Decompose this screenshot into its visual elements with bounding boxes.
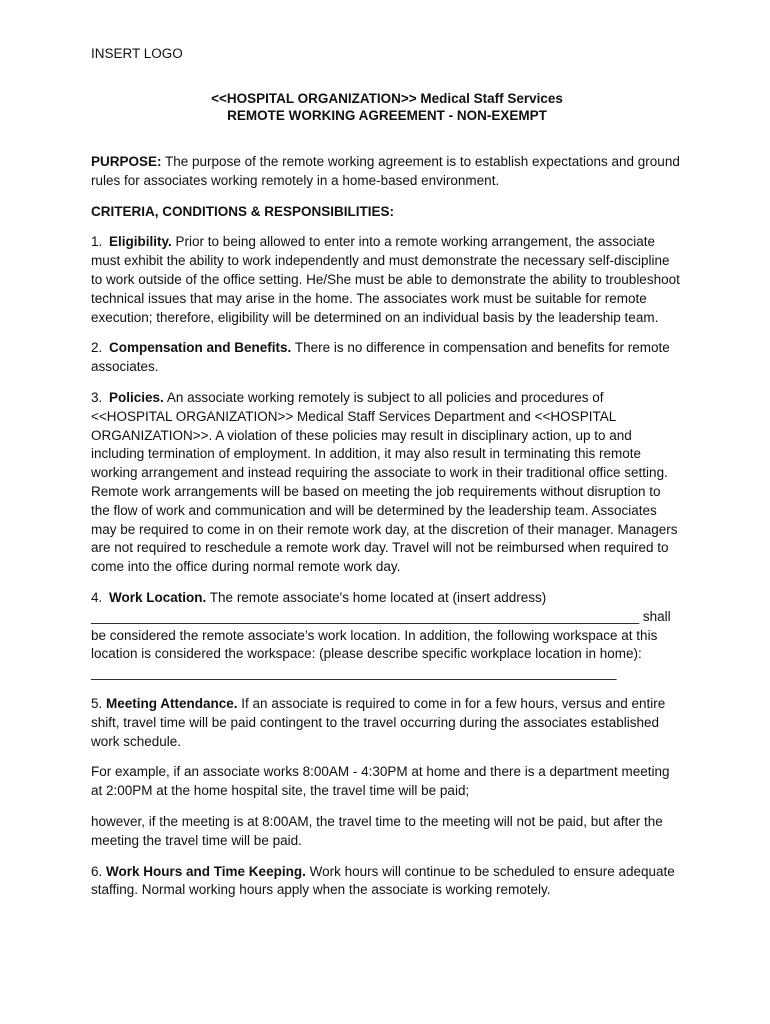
- section-eligibility: [91, 233, 683, 327]
- document-page: [91, 44, 683, 912]
- purpose-label: PURPOSE:: [91, 154, 162, 169]
- title-organization: <<HOSPITAL ORGANIZATION>> Medical Staff Services: [211, 91, 563, 106]
- section-label: Policies.: [109, 389, 164, 405]
- section-text: The remote associate's home located at (insert address) _________________________________________________________________________ shall be considered the remote associate’s work location. In addition, the following workspace at this location is considered the workspace: (please describe specific workplace location in home): ______________________________________________________________________: [91, 589, 671, 681]
- criteria-heading: CRITERIA, CONDITIONS & RESPONSIBILITIES:: [91, 203, 395, 219]
- logo-placeholder: INSERT LOGO: [91, 46, 183, 61]
- section-text: An associate working remotely is subject to all policies and procedures of <<HOSPITAL ORGANIZATION>> Medical Staff Services Department and <<HOSPITAL ORGANIZATION>>. A violation of these policies may result in disciplinary action, up to and including termination of employment. In addition, it may also result in terminating this remote working arrangement and instead requiring the associate to work in their traditional office setting. Remote work arrangements will be based on meeting the job requirements without disruption to the flow of work and communication and will be determined by the leadership team. Associates may be required to come in on their remote work day, at the discretion of their manager. Managers are not required to reschedule a remote work day. Travel will not be reimbursed when required to come into the office during normal remote work day.: [91, 389, 678, 575]
- section-label: Meeting Attendance.: [106, 695, 238, 711]
- section-text: There is no difference in compensation and benefits for remote associates.: [91, 340, 670, 375]
- section-label: Work Hours and Time Keeping.: [106, 863, 306, 879]
- section-number: 5.: [91, 695, 103, 711]
- section-number: 6.: [91, 863, 103, 879]
- section-label: Work Location.: [109, 589, 207, 605]
- section-compensation: [91, 339, 683, 377]
- purpose-text: The purpose of the remote working agreement is to establish expectations and ground rules for associates working remotely in a home-based environment.: [91, 154, 680, 188]
- section-text: Prior to being allowed to enter into a remote working arrangement, the associate must exhibit the ability to work independently and must demonstrate the necessary self-discipline to work outside of the office setting. He/She must be able to demonstrate the ability to troubleshoot technical issues that may arise in the home. The associates work must be suitable for remote execution; therefore, eligibility will be determined on an individual basis by the leadership team.: [91, 234, 680, 325]
- section-work-location: [91, 589, 683, 683]
- section-number: 1.: [91, 234, 103, 250]
- document-title: [91, 90, 683, 124]
- section-text: If an associate is required to come in for a few hours, versus and entire shift, travel time will be paid contingent to the travel occurring during the associates established work schedule.: [91, 695, 666, 749]
- section-text: Work hours will continue to be scheduled to ensure adequate staffing. Normal working hours apply when the associate is working remotely.: [91, 863, 675, 898]
- section-label: Eligibility.: [109, 234, 172, 250]
- section-number: 3.: [91, 389, 103, 405]
- example-paragraph-2: however, if the meeting is at 8:00AM, the travel time to the meeting will not be paid, but after the meeting the travel time will be paid.: [91, 813, 663, 848]
- section-label: Compensation and Benefits.: [109, 340, 292, 356]
- section-work-hours: [91, 863, 683, 901]
- example-paragraph-1: For example, if an associate works 8:00AM - 4:30PM at home and there is a department meeting at 2:00PM at the home hospital site, the travel time will be paid;: [91, 764, 670, 799]
- title-agreement: REMOTE WORKING AGREEMENT - NON-EXEMPT: [227, 108, 547, 123]
- section-number: 2.: [91, 340, 103, 356]
- section-number: 4.: [91, 589, 103, 605]
- section-meeting-attendance: [91, 695, 683, 751]
- purpose-paragraph: [91, 153, 683, 191]
- section-policies: [91, 389, 683, 577]
